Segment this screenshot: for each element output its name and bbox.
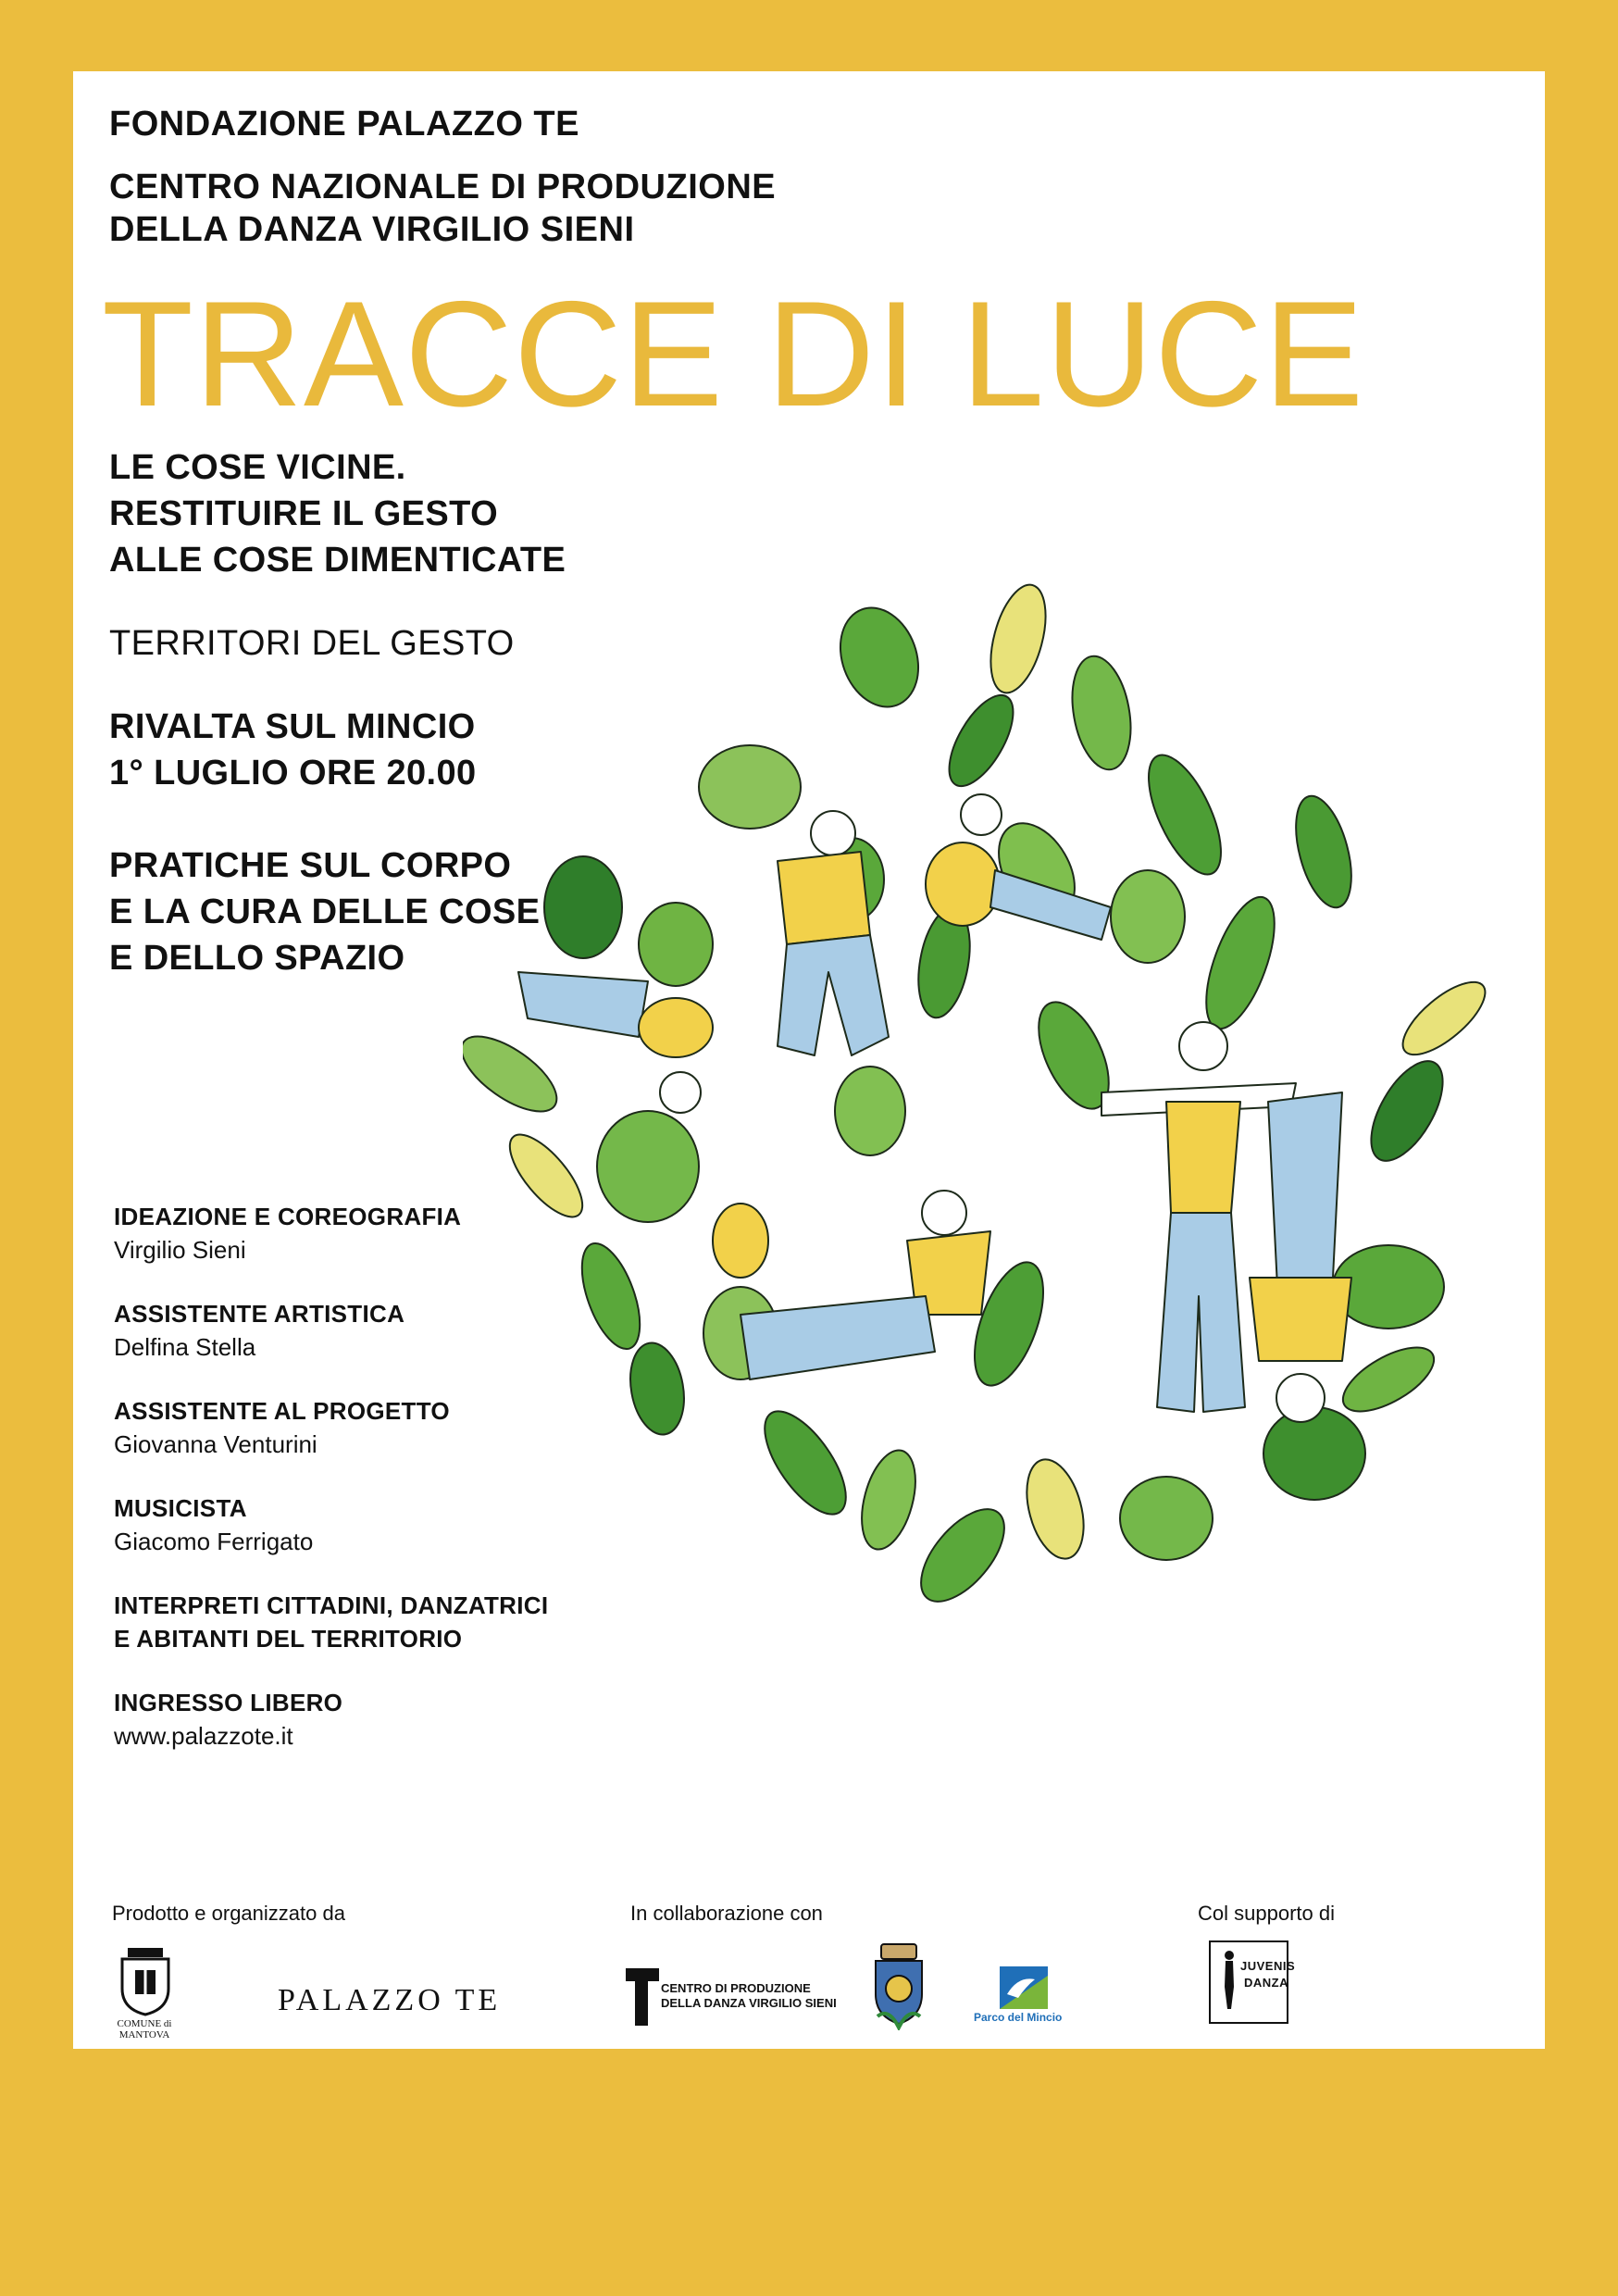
leaf-shape [463, 1022, 568, 1125]
leaf-shape [498, 1124, 594, 1229]
dancer-silhouette-icon [1222, 1950, 1237, 2011]
credit-heading: ASSISTENTE ARTISTICA [114, 1300, 405, 1328]
leaf-shape [597, 1111, 699, 1222]
credit-block [114, 1491, 313, 1558]
leaf-shape [828, 597, 932, 718]
leaf-shape [1111, 870, 1185, 963]
credit-block [114, 1686, 342, 1753]
credit-value: Delfina Stella [114, 1333, 256, 1361]
parco-mincio-logo-icon [1000, 1966, 1048, 2009]
event-location: RIVALTA SUL MINCIO [109, 707, 476, 746]
leaf-shape [699, 745, 801, 829]
centro-produzione-label [661, 1981, 837, 2011]
leaf-shape [1263, 1407, 1365, 1500]
practice-line3: E DELLO SPAZIO [109, 939, 405, 978]
credit-heading-continued: E ABITANTI DEL TERRITORIO [114, 1625, 463, 1653]
produced-by-label: Prodotto e organizzato da [112, 1902, 345, 1925]
leaf-shape [937, 685, 1027, 795]
credit-value: Giovanna Venturini [114, 1430, 317, 1458]
comune-mantova-label [109, 2018, 180, 2040]
dancer-figure [741, 1191, 990, 1379]
dancers-illustration [463, 574, 1518, 1639]
support-label: Col supporto di [1198, 1902, 1335, 1925]
series-name: TERRITORI DEL GESTO [109, 624, 515, 663]
credit-heading: INGRESSO LIBERO [114, 1689, 343, 1716]
credit-block [114, 1297, 404, 1364]
credit-heading: INTERPRETI CITTADINI, DANZATRICI [114, 1591, 549, 1619]
leaf-shape [639, 903, 713, 986]
leaf-shape [1134, 745, 1236, 885]
leaf-shape [1017, 1454, 1094, 1566]
leaf-shape [1357, 1050, 1457, 1172]
rivalta-crest-icon [870, 1942, 927, 2030]
leaf-shape [1392, 970, 1497, 1067]
credit-heading: IDEAZIONE E COREOGRAFIA [114, 1203, 462, 1230]
leaf-shape [544, 856, 622, 958]
credit-heading: ASSISTENTE AL PROGETTO [114, 1397, 450, 1425]
comune-mantova-crest-icon [115, 1944, 176, 2018]
leaf-shape [713, 1204, 768, 1278]
leaf-shape [1064, 652, 1139, 775]
credit-heading: MUSICISTA [114, 1494, 247, 1522]
leaf-shape [835, 1067, 905, 1155]
centro-produzione-logo-icon [626, 1968, 659, 2026]
subtitle-line3: ALLE COSE DIMENTICATE [109, 541, 566, 580]
credit-block [114, 1200, 461, 1267]
credit-block [114, 1394, 450, 1461]
leaf-shape [980, 579, 1055, 698]
center-name-line1: CENTRO NAZIONALE DI PRODUZIONE [109, 168, 777, 206]
juvenis-label-line1: JUVENIS [1240, 1959, 1296, 1973]
comune-label-line1: COMUNE di [117, 2018, 172, 2029]
juvenis-danza-logo [1209, 1940, 1296, 2024]
leaf-shape [750, 1399, 861, 1528]
leaf-shape [624, 1339, 691, 1439]
centro-label-line1: CENTRO DI PRODUZIONE [661, 1981, 811, 1995]
parco-mincio-label: Parco del Mincio [974, 2011, 1063, 2024]
collaboration-label: In collaborazione con [630, 1902, 823, 1925]
leaf-shape [570, 1236, 652, 1356]
leaf-shape [1192, 889, 1288, 1037]
leaf-shape [1286, 790, 1362, 913]
center-name-line2: DELLA DANZA VIRGILIO SIENI [109, 210, 635, 249]
poster-title: TRACCE DI LUCE [102, 270, 1365, 438]
leaf-shape [1120, 1477, 1213, 1560]
practice-line1: PRATICHE SUL CORPO [109, 846, 512, 885]
comune-label-line2: MANTOVA [118, 2029, 170, 2040]
leaf-shape [1333, 1335, 1443, 1425]
subtitle-line1: LE COSE VICINE. [109, 448, 406, 487]
practice-line2: E LA CURA DELLE COSE [109, 892, 541, 931]
credit-value: Virgilio Sieni [114, 1236, 246, 1264]
leaf-shape [853, 1444, 926, 1555]
palazzo-te-logo: PALAZZO TE [278, 1983, 502, 2017]
subtitle-line2: RESTITUIRE IL GESTO [109, 494, 499, 533]
credit-value: Giacomo Ferrigato [114, 1528, 314, 1555]
leaf-shape [905, 1495, 1019, 1616]
event-date: 1° LUGLIO ORE 20.00 [109, 754, 477, 792]
foundation-name: FONDAZIONE PALAZZO TE [109, 105, 579, 144]
dancer-figure [1250, 1092, 1351, 1422]
centro-label-line2: DELLA DANZA VIRGILIO SIENI [661, 1996, 837, 2010]
website-link[interactable]: www.palazzote.it [114, 1722, 293, 1750]
juvenis-label-line2: DANZA [1244, 1976, 1288, 1990]
